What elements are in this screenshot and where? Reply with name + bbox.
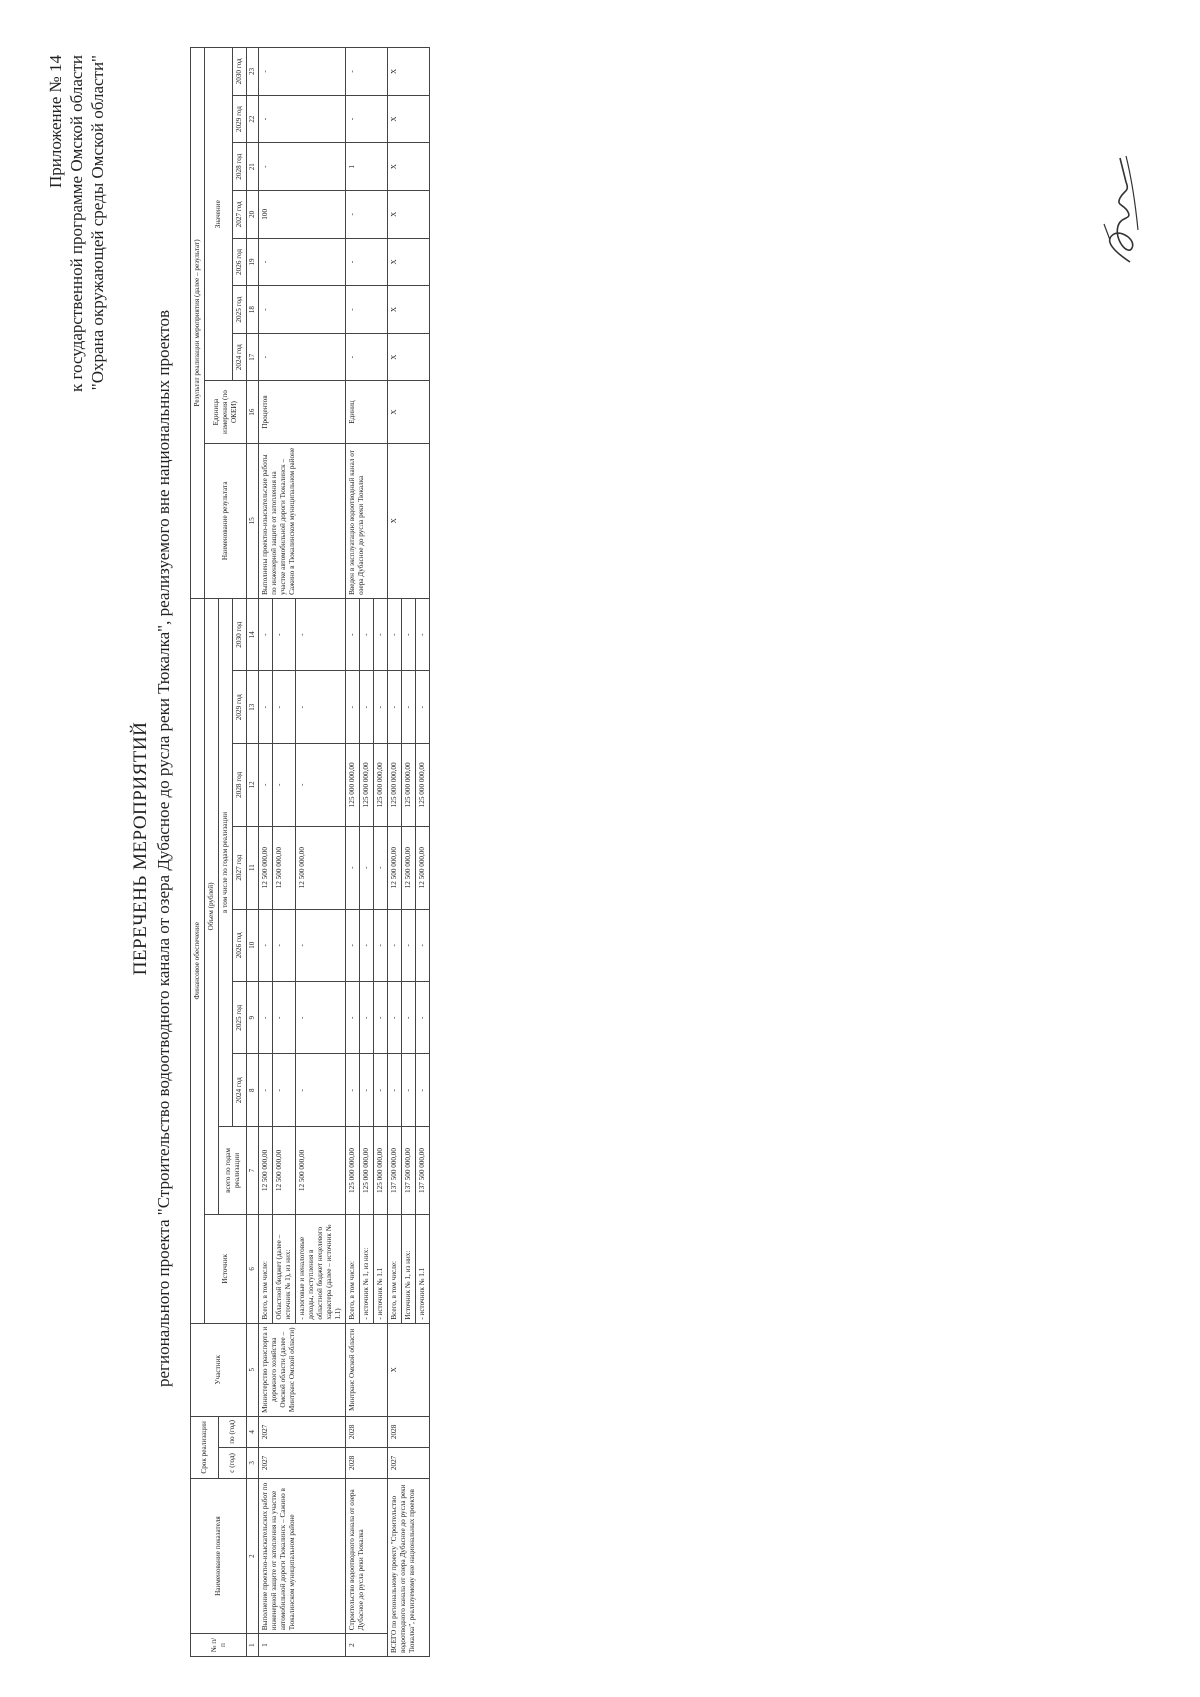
year-value-cell: - [416,982,430,1054]
result-value-cell: - [259,48,346,96]
total-cell: 12 500 000,00 [296,1126,346,1214]
source-cell: - источник № 1, из них: [360,1214,374,1323]
year-value-cell: - [416,909,430,981]
year-value-cell: - [360,826,374,909]
year-value-cell: - [346,826,360,909]
column-number-cell: 1 [247,1634,259,1657]
row-name-cell: Выполнение проектно-изыскательских работ по инженерной защите от затопления на участке автомобильной дороги Тюкалинск – Сажино в Тюкалинском муниципальном районе [259,1478,346,1633]
row-from-cell: 2028 [346,1447,388,1478]
column-number-cell: 15 [247,443,259,598]
year-value-cell: - [346,671,360,743]
total-cell: 137 500 000,00 [416,1126,430,1214]
result-value-cell: Х [388,333,430,381]
year-value-cell: - [402,909,416,981]
row-from-cell: 2027 [388,1447,430,1478]
source-cell: Всего, в том числе: [346,1214,360,1323]
year-value-cell: - [388,1054,402,1126]
year-value-cell: - [273,743,296,826]
column-number-cell: 21 [247,143,259,191]
year-value-cell: 125 000 000,00 [388,743,402,826]
column-number-cell: 14 [247,598,259,671]
column-number-cell: 13 [247,671,259,743]
column-number-cell: 3 [247,1447,259,1478]
year-value-cell: - [416,671,430,743]
column-number-cell: 10 [247,909,259,981]
result-unit-cell: Х [388,381,430,443]
result-year-header: 2028 год [233,143,247,191]
year-value-cell: - [259,671,273,743]
row-name-cell: Строительство водоотводного канала от озера Дубасное до русла реки Тюкалка [346,1478,388,1633]
column-number-cell: 7 [247,1126,259,1214]
year-value-cell: - [296,598,346,671]
year-header: 2024 год [233,1054,247,1126]
total-cell: 125 000 000,00 [374,1126,388,1214]
table-row [259,48,273,1657]
year-value-cell: - [346,909,360,981]
year-value-cell: - [402,982,416,1054]
total-cell: 137 500 000,00 [402,1126,416,1214]
year-value-cell: - [388,982,402,1054]
year-value-cell: 12 500 000,00 [388,826,402,909]
year-value-cell: 12 500 000,00 [296,826,346,909]
annex-line: к государственной программе Омской области [67,55,86,392]
document-title: ПЕРЕЧЕНЬ МЕРОПРИЯТИЙ [130,721,151,976]
col-source-header: Источник [205,1214,247,1323]
row-to-cell: 2028 [388,1416,430,1447]
source-cell: - источник № 1.1 [416,1214,430,1323]
result-value-cell: - [346,95,388,143]
year-value-cell: - [388,909,402,981]
year-value-cell: - [259,743,273,826]
result-year-header: 2029 год [233,95,247,143]
row-name-cell: ВСЕГО по региональному проекту "Строительство водоотводного канала от озера Дубасное до русла реки Тюкалка", реализуемому вне национальных проектов [388,1478,430,1656]
annex-line: "Охрана окружающей среды Омской области" [88,55,107,391]
result-value-cell: - [346,238,388,286]
year-value-cell: - [259,1054,273,1126]
year-value-cell: - [296,982,346,1054]
row-to-cell: 2028 [346,1416,388,1447]
result-name-cell: Выполнены проектно-изыскательские работы по инженерной защите от затопления на участке автомобильной дороги Тюкалинск – Сажино в Тюкалинском муниципальном районе [259,443,346,598]
year-value-cell: - [346,598,360,671]
year-value-cell: - [296,909,346,981]
year-value-cell: - [374,909,388,981]
total-cell: 125 000 000,00 [360,1126,374,1214]
year-value-cell: - [360,671,374,743]
activities-table-wrapper [190,47,430,1657]
year-value-cell: 12 500 000,00 [259,826,273,909]
column-number-cell: 22 [247,95,259,143]
column-number-row [247,48,259,1657]
column-number-cell: 23 [247,48,259,96]
year-value-cell: - [402,671,416,743]
year-value-cell: - [374,598,388,671]
total-cell: 12 500 000,00 [273,1126,296,1214]
row-num-cell: 1 [259,1634,346,1657]
column-number-cell: 12 [247,743,259,826]
year-value-cell: - [273,1054,296,1126]
col-volume-header: Объем (рублей) [205,598,219,1214]
row-participant-cell: Министерство транспорта и дорожного хозяйства Омской области (далее – Минтранс Омской области) [259,1323,346,1416]
year-value-cell: - [273,982,296,1054]
column-number-cell: 9 [247,982,259,1054]
year-value-cell: - [259,909,273,981]
total-cell: 125 000 000,00 [346,1126,360,1214]
row-num-cell: 2 [346,1634,388,1657]
column-number-cell: 5 [247,1323,259,1416]
year-header: 2025 год [233,982,247,1054]
col-to-header: по (год) [219,1416,247,1447]
year-value-cell: - [360,909,374,981]
annex-line: Приложение № 14 [46,55,65,188]
year-header: 2029 год [233,671,247,743]
column-number-cell: 6 [247,1214,259,1323]
year-value-cell: - [273,598,296,671]
total-cell: 12 500 000,00 [259,1126,273,1214]
source-cell: - источник № 1.1 [374,1214,388,1323]
year-value-cell: 125 000 000,00 [402,743,416,826]
year-value-cell: - [360,1054,374,1126]
column-number-cell: 18 [247,286,259,334]
column-number-cell: 11 [247,826,259,909]
col-result-name-header: Наименование результата [205,443,247,598]
col-value-header: Значение [205,48,233,382]
result-value-cell: 1 [346,143,388,191]
result-name-cell: Введен в эксплуатацию водоотводный канал от озера Дубасное до русла реки Тюкалка [346,443,388,598]
year-header: 2028 год [233,743,247,826]
year-value-cell: - [402,598,416,671]
table-row [346,48,360,1657]
year-value-cell: - [416,598,430,671]
year-value-cell: 125 000 000,00 [346,743,360,826]
result-year-header: 2026 год [233,238,247,286]
result-name-cell: Х [388,443,430,598]
column-number-cell: 19 [247,238,259,286]
result-value-cell: Х [388,143,430,191]
column-number-cell: 2 [247,1478,259,1633]
year-value-cell: - [360,982,374,1054]
year-value-cell: 12 500 000,00 [402,826,416,909]
col-financing-header: Финансовое обеспечение [191,598,205,1323]
year-value-cell: - [346,982,360,1054]
year-value-cell: - [374,982,388,1054]
col-total-header: всего по годам реализации [219,1126,247,1214]
result-year-header: 2030 год [233,48,247,96]
col-from-header: с (год) [219,1447,247,1478]
result-value-cell: Х [388,238,430,286]
col-participant-header: Участник [191,1323,247,1416]
year-header: 2026 год [233,909,247,981]
year-value-cell: - [346,1054,360,1126]
year-value-cell: - [374,671,388,743]
column-number-cell: 20 [247,191,259,239]
row-to-cell: 2027 [259,1416,346,1447]
year-value-cell: 12 500 000,00 [416,826,430,909]
year-value-cell: - [388,598,402,671]
year-value-cell: - [360,598,374,671]
column-number-cell: 8 [247,1054,259,1126]
source-cell: - налоговые и неналоговые доходы, поступления в областной бюджет нецелевого характера (далее – источник № 1.1) [296,1214,346,1323]
year-value-cell: - [259,598,273,671]
result-value-cell: Х [388,48,430,96]
year-value-cell: - [416,1054,430,1126]
year-value-cell: - [374,826,388,909]
year-value-cell: 125 000 000,00 [374,743,388,826]
result-year-header: 2024 год [233,333,247,381]
source-cell: Всего, в том числе: [388,1214,402,1323]
activities-table [190,47,430,1657]
row-from-cell: 2027 [259,1447,346,1478]
signature-image [1092,150,1152,270]
result-value-cell: - [346,48,388,96]
source-cell: Всего, в том числе: [259,1214,273,1323]
total-cell: 137 500 000,00 [388,1126,402,1214]
result-value-cell: - [259,238,346,286]
result-value-cell: - [346,191,388,239]
result-value-cell: Х [388,286,430,334]
result-value-cell: Х [388,191,430,239]
year-value-cell: - [388,671,402,743]
result-unit-cell: Единиц [346,381,388,443]
col-unit-header: Единица измерения (по ОКЕИ) [205,381,247,443]
year-value-cell: - [273,909,296,981]
result-value-cell: - [346,286,388,334]
annex-block [45,55,108,655]
row-participant-cell: Х [388,1323,430,1416]
year-header: 2027 год [233,826,247,909]
year-value-cell: - [259,982,273,1054]
result-value-cell: - [259,333,346,381]
year-value-cell: - [296,743,346,826]
result-value-cell: Х [388,95,430,143]
result-year-header: 2025 год [233,286,247,334]
source-cell: Областной бюджет (далее – источник № 1), из них: [273,1214,296,1323]
year-value-cell: 12 500 000,00 [273,826,296,909]
year-value-cell: - [402,1054,416,1126]
column-number-cell: 16 [247,381,259,443]
year-value-cell: - [296,671,346,743]
col-by-years-header: в том числе по годам реализации [219,598,233,1126]
year-value-cell: - [296,1054,346,1126]
result-value-cell: - [259,143,346,191]
table-row [388,48,402,1657]
result-value-cell: - [259,95,346,143]
col-num-header: № п/п [191,1634,247,1657]
result-value-cell: - [346,333,388,381]
result-value-cell: - [259,286,346,334]
year-value-cell: 125 000 000,00 [360,743,374,826]
source-cell: Источник № 1, из них: [402,1214,416,1323]
result-unit-cell: Процентов [259,381,346,443]
year-header: 2030 год [233,598,247,671]
document-subtitle: регионального проекта "Строительство водоотводного канала от озера Дубасное до русла реки Тюкалка", реализуемого вне национальных проектов [154,309,173,1388]
col-period-header: Срок реализации [191,1416,219,1478]
row-participant-cell: Минтранс Омской области [346,1323,388,1416]
activities-table-body [259,48,430,1657]
year-value-cell: - [273,671,296,743]
result-value-cell: 100 [259,191,346,239]
column-number-cell: 17 [247,333,259,381]
result-year-header: 2027 год [233,191,247,239]
column-number-cell: 4 [247,1416,259,1447]
year-value-cell: - [374,1054,388,1126]
col-name-header: Наименование показателя [191,1478,247,1633]
col-result-group-header: Результат реализации мероприятия (далее – результат) [191,48,205,599]
year-value-cell: 125 000 000,00 [416,743,430,826]
